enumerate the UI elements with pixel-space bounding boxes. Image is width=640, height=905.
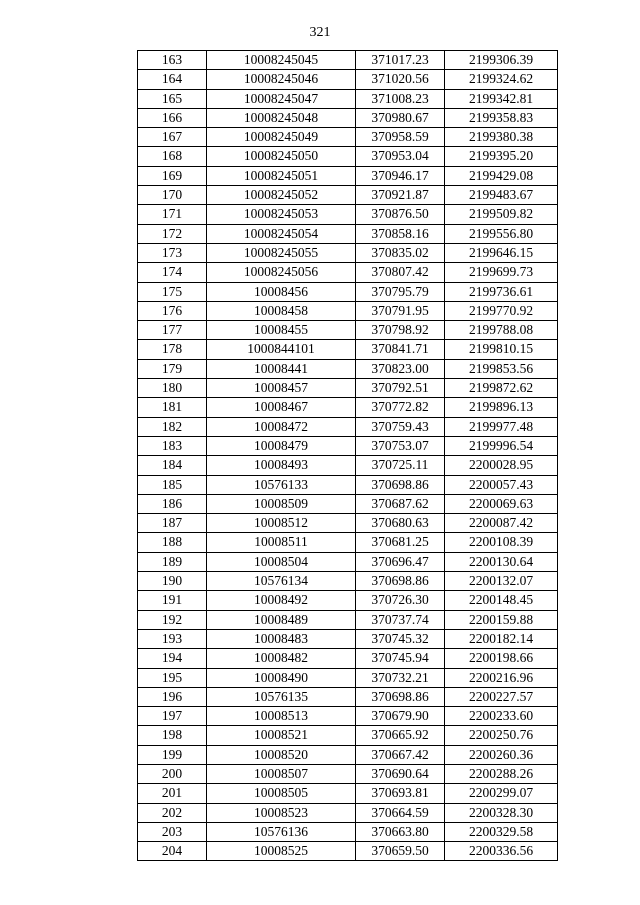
y-coordinate-cell: 2200130.64: [445, 552, 558, 571]
table-row: [138, 205, 558, 224]
row-number-cell: 188: [138, 533, 207, 552]
x-coordinate-cell: 370698.86: [356, 475, 445, 494]
coordinates-table: [137, 50, 558, 861]
y-coordinate-cell: 2199358.83: [445, 108, 558, 127]
row-number-cell: 185: [138, 475, 207, 494]
y-coordinate-cell: 2199896.13: [445, 398, 558, 417]
point-id-cell: 10008457: [207, 379, 356, 398]
table-row: [138, 514, 558, 533]
row-number-cell: 183: [138, 436, 207, 455]
point-id-cell: 10008245046: [207, 70, 356, 89]
row-number-cell: 173: [138, 243, 207, 262]
point-id-cell: 10008511: [207, 533, 356, 552]
table-row: [138, 282, 558, 301]
row-number-cell: 184: [138, 456, 207, 475]
x-coordinate-cell: 370696.47: [356, 552, 445, 571]
point-id-cell: 10008513: [207, 707, 356, 726]
table-row: [138, 89, 558, 108]
x-coordinate-cell: 370795.79: [356, 282, 445, 301]
row-number-cell: 175: [138, 282, 207, 301]
row-number-cell: 195: [138, 668, 207, 687]
y-coordinate-cell: 2199699.73: [445, 263, 558, 282]
point-id-cell: 10008245050: [207, 147, 356, 166]
y-coordinate-cell: 2199395.20: [445, 147, 558, 166]
row-number-cell: 186: [138, 494, 207, 513]
table-row: [138, 359, 558, 378]
x-coordinate-cell: 370798.92: [356, 321, 445, 340]
y-coordinate-cell: 2200028.95: [445, 456, 558, 475]
row-number-cell: 171: [138, 205, 207, 224]
x-coordinate-cell: 370679.90: [356, 707, 445, 726]
row-number-cell: 174: [138, 263, 207, 282]
table-row: [138, 726, 558, 745]
table-row: [138, 456, 558, 475]
x-coordinate-cell: 370690.64: [356, 764, 445, 783]
table-row: [138, 417, 558, 436]
x-coordinate-cell: 371020.56: [356, 70, 445, 89]
x-coordinate-cell: 370946.17: [356, 166, 445, 185]
table-row: [138, 147, 558, 166]
table-row: [138, 591, 558, 610]
point-id-cell: 10008525: [207, 842, 356, 861]
table-row: [138, 340, 558, 359]
table-row: [138, 475, 558, 494]
x-coordinate-cell: 370980.67: [356, 108, 445, 127]
point-id-cell: 10008482: [207, 649, 356, 668]
point-id-cell: 10008523: [207, 803, 356, 822]
x-coordinate-cell: 370664.59: [356, 803, 445, 822]
row-number-cell: 178: [138, 340, 207, 359]
y-coordinate-cell: 2199324.62: [445, 70, 558, 89]
row-number-cell: 199: [138, 745, 207, 764]
point-id-cell: 10008483: [207, 629, 356, 648]
table-row: [138, 186, 558, 205]
x-coordinate-cell: 370745.94: [356, 649, 445, 668]
row-number-cell: 192: [138, 610, 207, 629]
point-id-cell: 10008245045: [207, 51, 356, 70]
x-coordinate-cell: 370693.81: [356, 784, 445, 803]
y-coordinate-cell: 2200108.39: [445, 533, 558, 552]
x-coordinate-cell: 370807.42: [356, 263, 445, 282]
point-id-cell: 10008512: [207, 514, 356, 533]
point-id-cell: 10008245054: [207, 224, 356, 243]
point-id-cell: 10008492: [207, 591, 356, 610]
x-coordinate-cell: 370659.50: [356, 842, 445, 861]
table-row: [138, 398, 558, 417]
table-row: [138, 707, 558, 726]
point-id-cell: 10008245052: [207, 186, 356, 205]
row-number-cell: 177: [138, 321, 207, 340]
point-id-cell: 10008509: [207, 494, 356, 513]
row-number-cell: 202: [138, 803, 207, 822]
y-coordinate-cell: 2199996.54: [445, 436, 558, 455]
x-coordinate-cell: 370681.25: [356, 533, 445, 552]
row-number-cell: 194: [138, 649, 207, 668]
table-row: [138, 784, 558, 803]
x-coordinate-cell: 370753.07: [356, 436, 445, 455]
y-coordinate-cell: 2199770.92: [445, 301, 558, 320]
x-coordinate-cell: 370835.02: [356, 243, 445, 262]
table-row: [138, 764, 558, 783]
table-row: [138, 379, 558, 398]
y-coordinate-cell: 2200227.57: [445, 687, 558, 706]
table-row: [138, 649, 558, 668]
point-id-cell: 10008493: [207, 456, 356, 475]
y-coordinate-cell: 2199306.39: [445, 51, 558, 70]
y-coordinate-cell: 2199380.38: [445, 128, 558, 147]
point-id-cell: 10008489: [207, 610, 356, 629]
x-coordinate-cell: 370732.21: [356, 668, 445, 687]
row-number-cell: 169: [138, 166, 207, 185]
table-row: [138, 822, 558, 841]
y-coordinate-cell: 2200216.96: [445, 668, 558, 687]
y-coordinate-cell: 2199342.81: [445, 89, 558, 108]
row-number-cell: 168: [138, 147, 207, 166]
y-coordinate-cell: 2200260.36: [445, 745, 558, 764]
point-id-cell: 10008521: [207, 726, 356, 745]
x-coordinate-cell: 370698.86: [356, 687, 445, 706]
row-number-cell: 190: [138, 572, 207, 591]
x-coordinate-cell: 370759.43: [356, 417, 445, 436]
row-number-cell: 179: [138, 359, 207, 378]
table-row: [138, 610, 558, 629]
y-coordinate-cell: 2200329.58: [445, 822, 558, 841]
row-number-cell: 193: [138, 629, 207, 648]
row-number-cell: 181: [138, 398, 207, 417]
point-id-cell: 10008245048: [207, 108, 356, 127]
table-row: [138, 687, 558, 706]
row-number-cell: 170: [138, 186, 207, 205]
y-coordinate-cell: 2199509.82: [445, 205, 558, 224]
row-number-cell: 167: [138, 128, 207, 147]
point-id-cell: 10008479: [207, 436, 356, 455]
row-number-cell: 201: [138, 784, 207, 803]
table-row: [138, 436, 558, 455]
row-number-cell: 176: [138, 301, 207, 320]
y-coordinate-cell: 2200069.63: [445, 494, 558, 513]
point-id-cell: 10008456: [207, 282, 356, 301]
y-coordinate-cell: 2200288.26: [445, 764, 558, 783]
row-number-cell: 164: [138, 70, 207, 89]
table-row: [138, 842, 558, 861]
y-coordinate-cell: 2199646.15: [445, 243, 558, 262]
table-row: [138, 243, 558, 262]
x-coordinate-cell: 371008.23: [356, 89, 445, 108]
x-coordinate-cell: 370791.95: [356, 301, 445, 320]
x-coordinate-cell: 371017.23: [356, 51, 445, 70]
row-number-cell: 187: [138, 514, 207, 533]
row-number-cell: 191: [138, 591, 207, 610]
y-coordinate-cell: 2199977.48: [445, 417, 558, 436]
point-id-cell: 10008455: [207, 321, 356, 340]
x-coordinate-cell: 370921.87: [356, 186, 445, 205]
row-number-cell: 204: [138, 842, 207, 861]
point-id-cell: 10576133: [207, 475, 356, 494]
point-id-cell: 10008507: [207, 764, 356, 783]
row-number-cell: 182: [138, 417, 207, 436]
table-row: [138, 263, 558, 282]
row-number-cell: 203: [138, 822, 207, 841]
table-row: [138, 321, 558, 340]
y-coordinate-cell: 2199483.67: [445, 186, 558, 205]
row-number-cell: 163: [138, 51, 207, 70]
x-coordinate-cell: 370772.82: [356, 398, 445, 417]
row-number-cell: 180: [138, 379, 207, 398]
table-row: [138, 166, 558, 185]
point-id-cell: 10008245049: [207, 128, 356, 147]
table-row: [138, 128, 558, 147]
table-row: [138, 552, 558, 571]
point-id-cell: 10008458: [207, 301, 356, 320]
y-coordinate-cell: 2199872.62: [445, 379, 558, 398]
point-id-cell: 10576134: [207, 572, 356, 591]
x-coordinate-cell: 370792.51: [356, 379, 445, 398]
y-coordinate-cell: 2200198.66: [445, 649, 558, 668]
table-row: [138, 301, 558, 320]
x-coordinate-cell: 370858.16: [356, 224, 445, 243]
point-id-cell: 10008490: [207, 668, 356, 687]
x-coordinate-cell: 370698.86: [356, 572, 445, 591]
x-coordinate-cell: 370745.32: [356, 629, 445, 648]
x-coordinate-cell: 370667.42: [356, 745, 445, 764]
x-coordinate-cell: 370725.11: [356, 456, 445, 475]
table-row: [138, 70, 558, 89]
y-coordinate-cell: 2200087.42: [445, 514, 558, 533]
x-coordinate-cell: 370687.62: [356, 494, 445, 513]
point-id-cell: 10008245047: [207, 89, 356, 108]
table-row: [138, 224, 558, 243]
x-coordinate-cell: 370665.92: [356, 726, 445, 745]
y-coordinate-cell: 2199788.08: [445, 321, 558, 340]
table-row: [138, 803, 558, 822]
table-row: [138, 745, 558, 764]
table-row: [138, 629, 558, 648]
x-coordinate-cell: 370680.63: [356, 514, 445, 533]
y-coordinate-cell: 2200233.60: [445, 707, 558, 726]
table-row: [138, 494, 558, 513]
y-coordinate-cell: 2200328.30: [445, 803, 558, 822]
point-id-cell: 10008504: [207, 552, 356, 571]
point-id-cell: 10008441: [207, 359, 356, 378]
y-coordinate-cell: 2200159.88: [445, 610, 558, 629]
x-coordinate-cell: 370663.80: [356, 822, 445, 841]
row-number-cell: 189: [138, 552, 207, 571]
y-coordinate-cell: 2200148.45: [445, 591, 558, 610]
row-number-cell: 200: [138, 764, 207, 783]
y-coordinate-cell: 2200132.07: [445, 572, 558, 591]
y-coordinate-cell: 2200299.07: [445, 784, 558, 803]
y-coordinate-cell: 2199736.61: [445, 282, 558, 301]
table-row: [138, 668, 558, 687]
point-id-cell: 10008245051: [207, 166, 356, 185]
x-coordinate-cell: 370953.04: [356, 147, 445, 166]
row-number-cell: 198: [138, 726, 207, 745]
point-id-cell: 10576135: [207, 687, 356, 706]
x-coordinate-cell: 370737.74: [356, 610, 445, 629]
point-id-cell: 10008520: [207, 745, 356, 764]
coordinates-table-body: [138, 51, 558, 861]
point-id-cell: 10008245055: [207, 243, 356, 262]
x-coordinate-cell: 370958.59: [356, 128, 445, 147]
y-coordinate-cell: 2200057.43: [445, 475, 558, 494]
row-number-cell: 172: [138, 224, 207, 243]
point-id-cell: 10008245053: [207, 205, 356, 224]
row-number-cell: 165: [138, 89, 207, 108]
table-row: [138, 108, 558, 127]
row-number-cell: 166: [138, 108, 207, 127]
y-coordinate-cell: 2199853.56: [445, 359, 558, 378]
x-coordinate-cell: 370823.00: [356, 359, 445, 378]
point-id-cell: 10008472: [207, 417, 356, 436]
x-coordinate-cell: 370841.71: [356, 340, 445, 359]
point-id-cell: 10008467: [207, 398, 356, 417]
row-number-cell: 197: [138, 707, 207, 726]
y-coordinate-cell: 2199556.80: [445, 224, 558, 243]
y-coordinate-cell: 2199429.08: [445, 166, 558, 185]
row-number-cell: 196: [138, 687, 207, 706]
table-row: [138, 533, 558, 552]
point-id-cell: 1000844101: [207, 340, 356, 359]
table-row: [138, 572, 558, 591]
page-number: 321: [309, 25, 331, 40]
y-coordinate-cell: 2200336.56: [445, 842, 558, 861]
y-coordinate-cell: 2199810.15: [445, 340, 558, 359]
y-coordinate-cell: 2200250.76: [445, 726, 558, 745]
point-id-cell: 10008245056: [207, 263, 356, 282]
point-id-cell: 10008505: [207, 784, 356, 803]
point-id-cell: 10576136: [207, 822, 356, 841]
table-row: [138, 51, 558, 70]
x-coordinate-cell: 370876.50: [356, 205, 445, 224]
y-coordinate-cell: 2200182.14: [445, 629, 558, 648]
x-coordinate-cell: 370726.30: [356, 591, 445, 610]
